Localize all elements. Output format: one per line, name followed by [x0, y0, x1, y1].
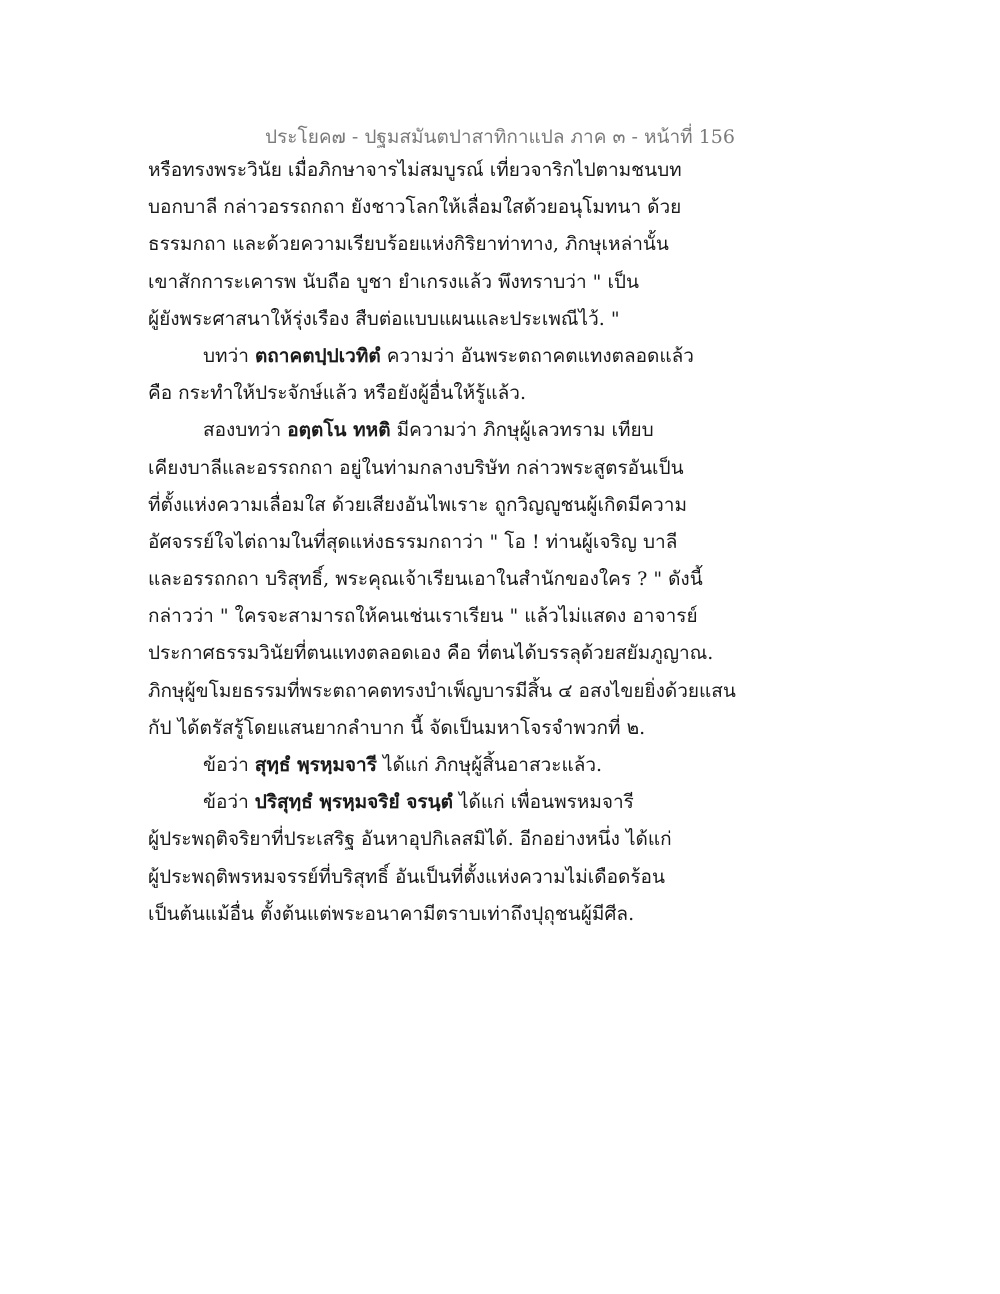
paragraph-start	[148, 342, 748, 379]
paragraph-start	[148, 416, 748, 453]
pali-term: อตฺตโน ทหติ	[287, 419, 391, 442]
text-line: คือ กระทำให้ประจักษ์แล้ว หรือยังผู้อื่นให้รู้แล้ว.	[148, 382, 526, 405]
text-line: ประกาศธรรมวินัยที่ตนแทงตลอดเอง คือ ที่ตนได้บรรลุด้วยสยัมภูญาณ.	[148, 642, 714, 665]
pali-term: ปริสุทฺธํ พฺรหฺมจริยํ จรนฺตํ	[254, 791, 453, 814]
lead-text: ข้อว่า	[203, 791, 255, 814]
lead-text: บทว่า	[203, 344, 255, 367]
text-line: ธรรมกถา และด้วยความเรียบร้อยแห่งกิริยาท่าทาง, ภิกษุเหล่านั้น	[148, 233, 669, 256]
text-line: เป็นต้นแม้อื่น ตั้งต้นแต่พระอนาคามีตราบเท่าถึงปุถุชนผู้มีศีล.	[148, 902, 635, 925]
text-line: หรือทรงพระวินัย เมื่อภิกษาจารไม่สมบูรณ์ เที่ยวจาริกไปตามชนบท	[148, 159, 682, 181]
text-line: ผู้ยังพระศาสนาให้รุ่งเรือง สืบต่อแบบแผนและประเพณีไว้. "	[148, 307, 620, 330]
explanation-text: ได้แก่ เพื่อนพรหมจารี	[452, 791, 634, 814]
paragraph-start	[148, 788, 748, 825]
lead-text: สองบทว่า	[203, 419, 288, 442]
text-line: เขาสักการะเคารพ นับถือ บูชา ยำเกรงแล้ว พึงทราบว่า " เป็น	[148, 270, 639, 293]
lead-text: ข้อว่า	[203, 754, 255, 776]
text-line: กล่าวว่า " ใครจะสามารถให้คนเช่นเราเรียน " แล้วไม่แสดง อาจารย์	[148, 605, 698, 628]
text-line: ที่ตั้งแห่งความเลื่อมใส ด้วยเสียงอันไพเราะ ถูกวิญญูชนผู้เกิดมีความ	[148, 493, 687, 516]
explanation-text: มีความว่า ภิกษุผู้เลวทราม เทียบ	[390, 419, 654, 442]
explanation-text: ได้แก่ ภิกษุผู้สิ้นอาสวะแล้ว.	[376, 754, 603, 776]
page-header: ประโยค๗ - ปฐมสมันตปาสาทิกาแปล ภาค ๓ - หน้าที่ 156	[265, 126, 735, 148]
text-line: ผู้ประพฤติจริยาที่ประเสริฐ อันหาอุปกิเลสมิได้. อีกอย่างหนึ่ง ได้แก่	[148, 828, 672, 851]
text-line: อัศจรรย์ใจไต่ถามในที่สุดแห่งธรรมกถาว่า " โอ ! ท่านผู้เจริญ บาลี	[148, 530, 678, 553]
text-line: ผู้ประพฤติพรหมจรรย์ที่บริสุทธิ์ อันเป็นที่ตั้งแห่งความไม่เดือดร้อน	[148, 865, 665, 888]
text-line: ภิกษุผู้ขโมยธรรมที่พระตถาคตทรงบำเพ็ญบารมีสิ้น ๔ อสงไขยยิ่งด้วยแสน	[148, 679, 736, 702]
text-line: และอรรถกถา บริสุทธิ์, พระคุณเจ้าเรียนเอาในสำนักของใคร ? " ดังนี้	[148, 568, 703, 591]
document-body	[148, 156, 748, 937]
paragraph-start	[148, 751, 748, 788]
explanation-text: ความว่า อันพระตถาคตแทงตลอดแล้ว	[380, 344, 694, 367]
pali-term: ตถาคตปฺปเวทิตํ	[254, 344, 381, 367]
text-line: เคียงบาลีและอรรถกถา อยู่ในท่ามกลางบริษัท กล่าวพระสูตรอันเป็น	[148, 456, 684, 479]
text-line: บอกบาลี กล่าวอรรถกถา ยังชาวโลกให้เลื่อมใสด้วยอนุโมทนา ด้วย	[148, 196, 682, 219]
pali-term: สุทฺธํ พฺรหฺมจารี	[254, 754, 377, 776]
text-line: กัป ได้ตรัสรู้โดยแสนยากลำบาก นี้ จัดเป็นมหาโจรจำพวกที่ ๒.	[148, 716, 646, 739]
